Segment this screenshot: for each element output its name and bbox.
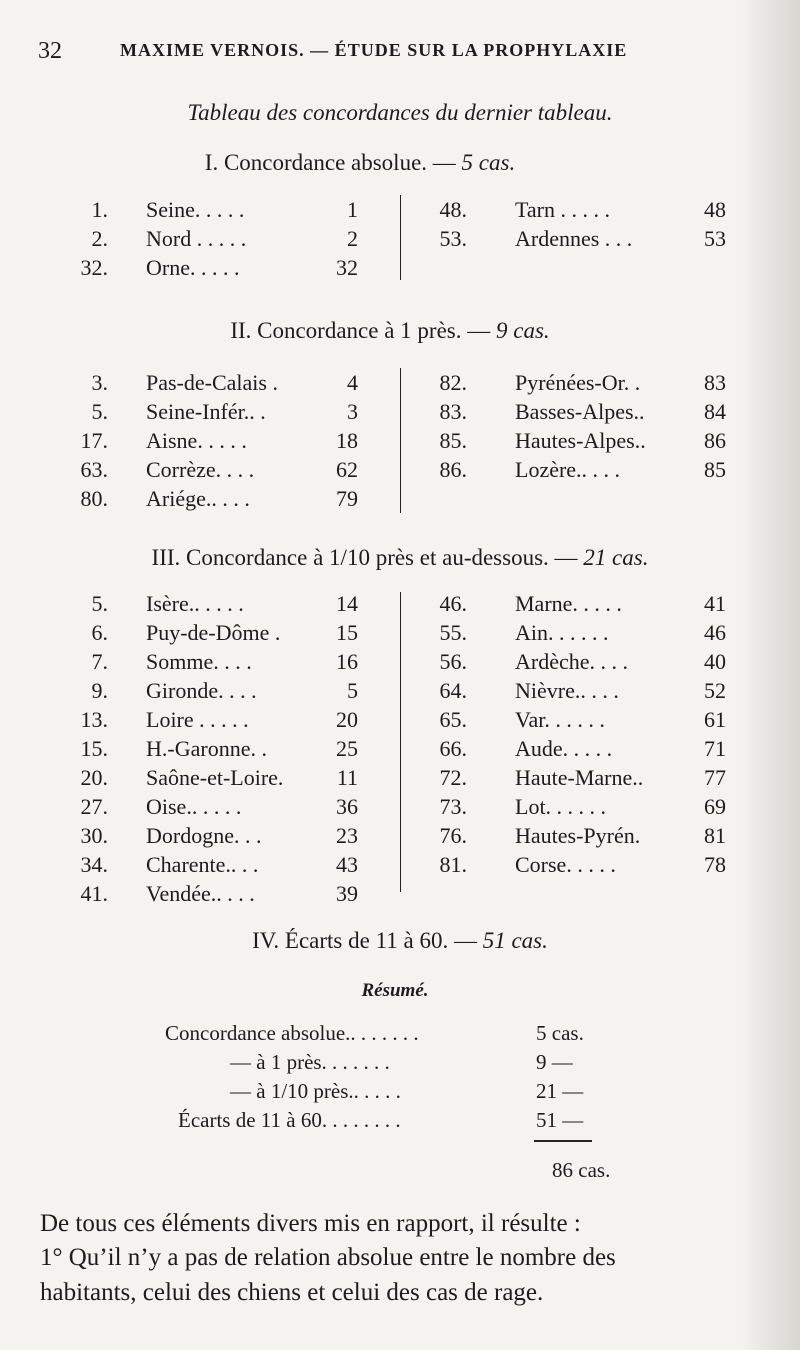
department-value: 16 xyxy=(336,649,358,674)
department-name: Seine. . . . . xyxy=(146,197,245,222)
department-value: 85 xyxy=(704,457,726,482)
department-name: Ain. . . . . . xyxy=(515,620,609,645)
department-name: Corrèze. . . . xyxy=(146,457,255,482)
paragraph-line-3: habitants, celui des chiens et celui des cas de rage. xyxy=(40,1279,544,1306)
department-value: 11 xyxy=(336,765,358,790)
section-3-count: 21 cas. xyxy=(583,545,649,570)
department-rank: 53. xyxy=(439,226,467,251)
resume-title: Résumé. xyxy=(361,980,429,1001)
resume-row-value: 21 — xyxy=(536,1079,584,1103)
paragraph-line-2: 1° Qu’il n’y a pas de relation absolue entre le nombre des xyxy=(40,1244,616,1271)
department-name: Lot. . . . . . xyxy=(515,794,607,819)
department-value: 20 xyxy=(336,707,358,732)
department-name: Marne. . . . . xyxy=(515,591,622,616)
department-value: 36 xyxy=(336,794,358,819)
department-value: 81 xyxy=(704,823,726,848)
department-rank: 73. xyxy=(439,794,467,819)
department-name: Haute-Marne.. xyxy=(515,765,644,790)
department-rank: 66. xyxy=(439,736,467,761)
section-2-label: II. Concordance à 1 près. — xyxy=(230,318,491,343)
department-name: Aude. . . . . xyxy=(515,736,613,761)
resume-total: 86 cas. xyxy=(552,1158,611,1182)
department-name: Lozère.. . . . xyxy=(515,457,621,482)
department-name: Charente.. . . xyxy=(146,852,259,877)
department-rank: 81. xyxy=(439,852,467,877)
section-3-heading xyxy=(20,545,780,571)
department-name: Oise.. . . . . xyxy=(146,794,242,819)
section-4-label: IV. Écarts de 11 à 60. — xyxy=(252,928,477,953)
section-3-label: III. Concordance à 1/10 près et au-dessous. — xyxy=(151,545,578,570)
department-rank: 34. xyxy=(80,852,108,877)
department-rank: 5. xyxy=(91,591,108,616)
resume-row-value: 51 — xyxy=(536,1108,584,1132)
department-name: Tarn . . . . . xyxy=(515,197,610,222)
department-name: Saône-et-Loire. xyxy=(146,765,284,790)
section-1-divider xyxy=(400,195,401,280)
department-value: 39 xyxy=(336,881,358,906)
sum-rule xyxy=(534,1140,592,1142)
department-value: 53 xyxy=(704,226,726,251)
section-1-count: 5 cas. xyxy=(461,150,516,175)
section-3-divider xyxy=(400,592,401,892)
resume-row-value: 9 — xyxy=(536,1050,573,1074)
department-value: 79 xyxy=(336,486,358,511)
department-name: Var. . . . . . xyxy=(515,707,605,732)
department-rank: 64. xyxy=(439,678,467,703)
department-name: Corse. . . . . xyxy=(515,852,616,877)
department-name: Seine-Infér.. . xyxy=(146,399,266,424)
department-value: 83 xyxy=(704,370,726,395)
department-rank: 6. xyxy=(91,620,108,645)
department-name: Pyrénées-Or. . xyxy=(515,370,641,395)
department-value: 46 xyxy=(704,620,726,645)
department-rank: 83. xyxy=(439,399,467,424)
department-value: 14 xyxy=(336,591,358,616)
department-value: 77 xyxy=(704,765,726,790)
department-value: 25 xyxy=(336,736,358,761)
department-rank: 5. xyxy=(91,399,108,424)
department-name: Orne. . . . . xyxy=(146,255,240,280)
department-name: Vendée.. . . . xyxy=(146,881,255,906)
department-name: Puy-de-Dôme . xyxy=(146,620,281,645)
section-1-label: I. Concordance absolue. — xyxy=(204,150,456,175)
department-value: 40 xyxy=(704,649,726,674)
department-name: Dordogne. . . xyxy=(146,823,262,848)
running-title: MAXIME VERNOIS. — ÉTUDE SUR LA PROPHYLAXIE xyxy=(120,40,628,60)
department-value: 52 xyxy=(704,678,726,703)
resume-row-label: — à 1/10 près.. . . . . xyxy=(230,1079,401,1103)
department-name: Hautes-Alpes.. xyxy=(515,428,646,453)
department-rank: 17. xyxy=(80,428,108,453)
department-value: 18 xyxy=(336,428,358,453)
section-4-count: 51 cas. xyxy=(482,928,548,953)
department-rank: 65. xyxy=(439,707,467,732)
department-value: 5 xyxy=(347,678,358,703)
department-rank: 46. xyxy=(439,591,467,616)
department-rank: 55. xyxy=(439,620,467,645)
page-edge-shadow xyxy=(740,0,800,1350)
department-name: Basses-Alpes.. xyxy=(515,399,645,424)
department-rank: 30. xyxy=(80,823,108,848)
department-value: 3 xyxy=(347,399,358,424)
department-name: Gironde. . . . xyxy=(146,678,257,703)
department-rank: 72. xyxy=(439,765,467,790)
department-value: 78 xyxy=(704,852,726,877)
department-rank: 27. xyxy=(80,794,108,819)
department-name: Ardèche. . . . xyxy=(515,649,629,674)
department-name: Nord . . . . . xyxy=(146,226,247,251)
department-value: 84 xyxy=(704,399,726,424)
resume-row-label: — à 1 près. . . . . . . xyxy=(230,1050,390,1074)
department-rank: 7. xyxy=(91,649,108,674)
department-name: Ariége.. . . . xyxy=(146,486,250,511)
section-2-count: 9 cas. xyxy=(496,318,550,343)
department-name: Aisne. . . . . xyxy=(146,428,247,453)
department-value: 71 xyxy=(704,736,726,761)
department-value: 15 xyxy=(336,620,358,645)
section-1-heading xyxy=(0,150,740,176)
department-rank: 82. xyxy=(439,370,467,395)
resume-row-label: Concordance absolue.. . . . . . . xyxy=(165,1021,419,1045)
department-value: 32 xyxy=(336,255,358,280)
department-rank: 80. xyxy=(80,486,108,511)
department-rank: 15. xyxy=(80,736,108,761)
department-value: 1 xyxy=(347,197,358,222)
table-title: Tableau des concordances du dernier tableau. xyxy=(187,100,613,125)
department-name: Ardennes . . . xyxy=(515,226,633,251)
resume-row-value: 5 cas. xyxy=(536,1021,584,1045)
department-rank: 13. xyxy=(80,707,108,732)
department-rank: 56. xyxy=(439,649,467,674)
department-value: 4 xyxy=(347,370,358,395)
department-name: Loire . . . . . xyxy=(146,707,249,732)
department-rank: 41. xyxy=(80,881,108,906)
department-rank: 20. xyxy=(80,765,108,790)
department-value: 23 xyxy=(336,823,358,848)
department-rank: 86. xyxy=(439,457,467,482)
department-value: 61 xyxy=(704,707,726,732)
department-rank: 76. xyxy=(439,823,467,848)
section-2-divider xyxy=(400,368,401,513)
department-rank: 85. xyxy=(439,428,467,453)
department-value: 2 xyxy=(347,226,358,251)
resume-row-label: Écarts de 11 à 60. . . . . . . . xyxy=(178,1108,401,1132)
department-value: 41 xyxy=(704,591,726,616)
page-number: 32 xyxy=(38,38,62,64)
department-name: Nièvre.. . . . xyxy=(515,678,619,703)
department-rank: 9. xyxy=(91,678,108,703)
section-4-heading xyxy=(20,928,780,954)
department-value: 69 xyxy=(704,794,726,819)
department-rank: 1. xyxy=(91,197,108,222)
department-value: 43 xyxy=(336,852,358,877)
paragraph-line-1: De tous ces éléments divers mis en rapport, il résulte : xyxy=(40,1210,581,1237)
section-2-heading xyxy=(10,318,770,344)
department-rank: 48. xyxy=(439,197,467,222)
department-value: 62 xyxy=(336,457,358,482)
department-name: Hautes-Pyrén. xyxy=(515,823,641,848)
department-name: Somme. . . . xyxy=(146,649,252,674)
department-rank: 3. xyxy=(91,370,108,395)
department-value: 86 xyxy=(704,428,726,453)
department-name: H.-Garonne. . xyxy=(146,736,267,761)
department-name: Pas-de-Calais . xyxy=(146,370,278,395)
department-rank: 63. xyxy=(80,457,108,482)
department-name: Isère.. . . . . xyxy=(146,591,244,616)
department-value: 48 xyxy=(704,197,726,222)
department-rank: 32. xyxy=(80,255,108,280)
department-rank: 2. xyxy=(91,226,108,251)
